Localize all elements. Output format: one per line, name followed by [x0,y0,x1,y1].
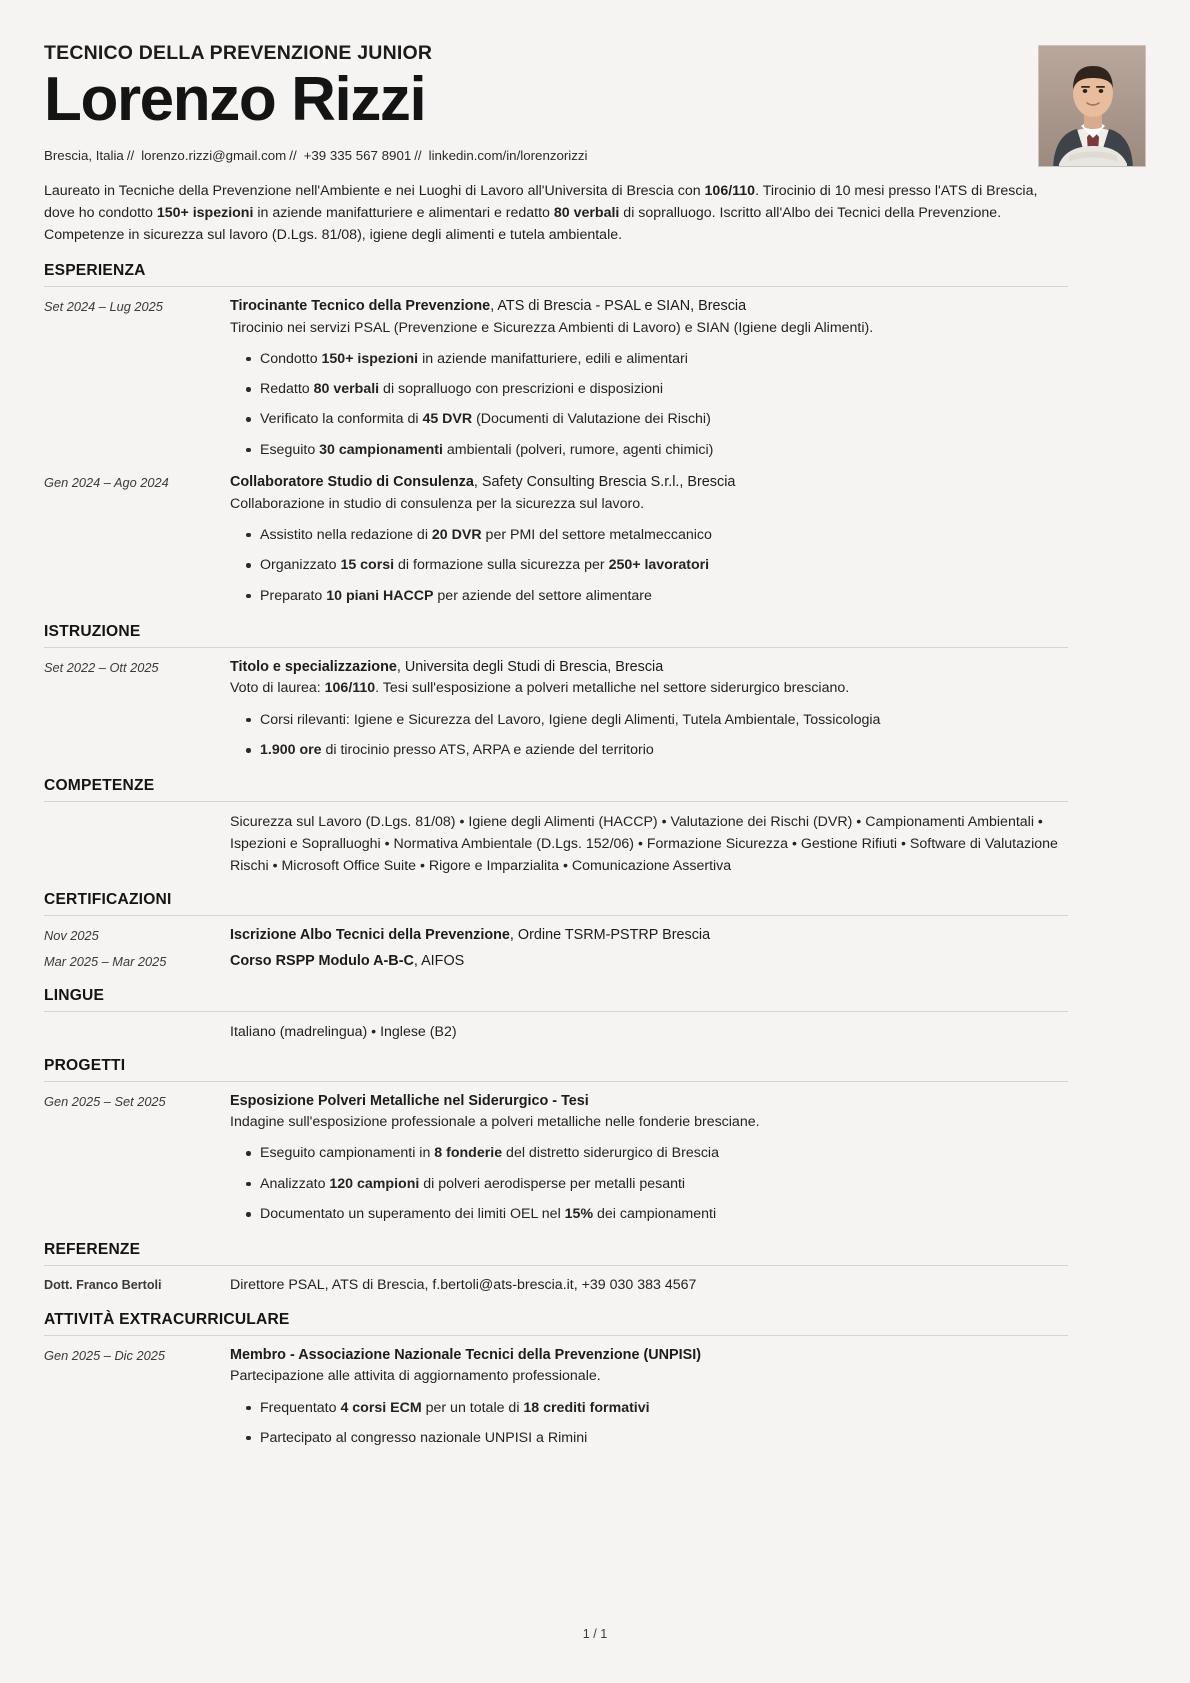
entry-heading [230,925,1068,947]
page-indicator: 1 / 1 [582,1627,608,1641]
section-lingue [44,987,1068,1043]
list-item [260,740,1068,761]
bullet-text-c: per aziende del settore alimentare [433,587,652,604]
entry-heading [230,657,1068,679]
list-item [260,710,1068,731]
bullet-highlight: 4 corsi ECM [340,1399,422,1416]
contact-line [44,148,1068,163]
entry-date: Gen 2025 – Set 2025 [44,1093,166,1109]
entry-heading [230,296,1068,318]
bullet-text-a: Documentato un superamento dei limiti OEL nel [260,1206,565,1223]
bullet-text-a: Redatto [260,381,314,398]
section-divider [44,915,1068,916]
summary-text-2: . Tirocinio di 10 mesi presso l'ATS di Brescia, dove ho condotto [44,182,1038,221]
summary-text-3: in aziende manifatturiere e alimentari e redatto [253,204,554,221]
section-title-progetti: PROGETTI [44,1056,126,1074]
page-footer [0,1627,1190,1641]
list-item [260,349,1068,370]
entry-bullet-list [230,710,1068,762]
languages-block [44,1021,1068,1043]
bullet-text-a: Assistito nella redazione di [260,526,432,543]
bullet-text-a: Analizzato [260,1175,330,1192]
list-item [260,1174,1068,1195]
entry-org: , Safety Consulting Brescia S.r.l., Brescia [473,474,736,491]
entry-date: Set 2022 – Ott 2025 [44,659,159,675]
reference-detail: Direttore PSAL, ATS di Brescia, f.bertoli@ats-brescia.it, +39 030 383 4567 [230,1277,697,1294]
summary-text-1: Laureato in Tecniche della Prevenzione nell'Ambiente e nei Luoghi di Lavoro all'Universita di Brescia con [44,182,705,199]
section-title-referenze: REFERENZE [44,1241,141,1259]
entry-bullet-list [230,349,1068,461]
entry-title: Esposizione Polveri Metalliche nel Siderurgico - Tesi [230,1092,589,1109]
profile-photo [1038,45,1146,167]
bullet-highlight: 120 campioni [329,1175,420,1192]
bullet-text-c: del distretto siderurgico di Brescia [502,1145,719,1162]
bullet-highlight: 8 fonderie [434,1145,503,1162]
skills-text: Sicurezza sul Lavoro (D.Lgs. 81/08) • Igiene degli Alimenti (HACCP) • Valutazione dei Rischi (DVR) • Campionamenti Ambientali • Ispezioni e Sopralluoghi • Normativa Ambientale (D.Lgs. 152/06) • Formazione Sicurezza • Gestione Rifiuti • Software di Valutazione Rischi • Microsoft Office Suite • Rigore e Imparzialita • Comunicazione Assertiva [230,814,1058,875]
summary-highlight-3: 80 verbali [553,204,620,221]
entry-title: Titolo e specializzazione [230,658,397,675]
entry-body [230,1091,1068,1228]
entry-heading [230,1345,1068,1367]
entry-date: Nov 2025 [44,928,99,944]
bullet-highlight: 150+ ispezioni [321,350,419,367]
contact-email[interactable]: lorenzo.rizzi@gmail.com [141,147,287,163]
bullet-text-a: Frequentato [260,1399,341,1416]
bullet-highlight: 10 piani HACCP [326,587,434,604]
section-divider [44,1265,1068,1266]
skills-block [44,811,1068,877]
section-title-esperienza: ESPERIENZA [44,261,146,279]
section-divider [44,801,1068,802]
section-title-extracurriculare: ATTIVITÀ EXTRACURRICULARE [44,1310,290,1328]
bullet-highlight: 45 DVR [422,411,473,428]
summary-highlight-1: 106/110 [704,182,756,199]
contact-separator-3: // [414,147,422,163]
bullet-highlight: 1.900 ore [260,742,322,759]
grade-value: 106/110 [324,680,376,697]
candidate-name: Lorenzo Rizzi [44,65,426,134]
entry-body [230,296,1068,463]
entry-body [230,472,1068,609]
experience-entry [44,296,1068,463]
role-title: TECNICO DELLA PREVENZIONE JUNIOR [44,42,433,64]
entry-subtitle [230,678,1068,699]
extracurricular-entry [44,1345,1068,1452]
entry-bullet-list [230,525,1068,607]
certification-entry [44,925,1068,947]
bullet-highlight: 20 DVR [431,526,482,543]
bullet-highlight: 15 corsi [340,557,395,574]
reference-entry [44,1275,1068,1296]
reference-name: Dott. Franco Bertoli [44,1278,162,1293]
entry-body [230,1275,1068,1296]
bullet-text-c: ambientali (polveri, rumore, agenti chimici) [442,441,714,458]
entry-subtitle: Collaborazione in studio di consulenza per la sicurezza sul lavoro. [230,495,645,512]
list-item [260,1398,1068,1419]
bullet-text-c: per PMI del settore metalmeccanico [481,526,712,543]
section-competenze [44,777,1068,877]
entry-bullet-list [230,1143,1068,1225]
section-divider [44,647,1068,648]
entry-date: Set 2024 – Lug 2025 [44,298,163,314]
bullet-highlight: 15% [564,1206,594,1223]
entry-title: Collaboratore Studio di Consulenza [230,474,474,491]
section-divider [44,286,1068,287]
bullet-text-c: di sopralluogo con prescrizioni e disposizioni [379,381,664,398]
resume-header [44,42,1068,163]
section-certificazioni [44,891,1068,972]
thesis-text: . Tesi sull'esposizione a polveri metalliche nel settore siderurgico bresciano. [375,680,850,697]
professional-summary [44,180,1068,246]
entry-date: Gen 2024 – Ago 2024 [44,475,169,491]
grade-label: Voto di laurea: [230,680,325,697]
experience-entry [44,472,1068,609]
entry-title: Iscrizione Albo Tecnici della Prevenzione [230,927,510,944]
contact-separator-1: // [126,147,135,163]
project-entry [44,1091,1068,1228]
entry-body [230,1345,1068,1452]
entry-bullet-list [230,1398,1068,1450]
entry-subtitle: Partecipazione alle attivita di aggiornamento professionale. [230,1368,601,1385]
section-divider [44,1335,1068,1336]
entry-title: Corso RSPP Modulo A-B-C [230,952,414,969]
bullet-text-c: dei campionamenti [593,1206,717,1223]
entry-org: , Ordine TSRM-PSTRP Brescia [509,927,711,944]
section-esperienza [44,262,1068,609]
entry-body [230,951,1068,973]
bullet-text-c: di tirocinio presso ATS, ARPA e aziende del territorio [321,742,654,759]
entry-heading [230,951,1068,973]
bullet-highlight-2: 250+ lavoratori [608,557,710,574]
summary-text-4: di sopralluogo. Iscritto all'Albo dei Tecnici della Prevenzione. Competenze in sicurezza sul lavoro (D.Lgs. 81/08), igiene degli alimenti e tutela ambientale. [44,204,1002,243]
entry-body [230,657,1068,764]
section-divider [44,1011,1068,1012]
section-divider [44,1081,1068,1082]
entry-heading [230,1091,1068,1113]
contact-location: Brescia, Italia [44,147,124,163]
entry-title: Membro - Associazione Nazionale Tecnici della Prevenzione (UNPISI) [230,1346,702,1363]
section-title-certificazioni: CERTIFICAZIONI [44,891,172,909]
entry-subtitle: Tirocinio nei servizi PSAL (Prevenzione e Sicurezza Ambienti di Lavoro) e SIAN (Igiene degli Alimenti). [230,319,874,336]
section-progetti [44,1057,1068,1228]
list-item [260,586,1068,607]
bullet-highlight: 30 campionamenti [319,441,443,458]
contact-phone[interactable]: +39 335 567 8901 [303,147,412,163]
list-item [260,1204,1068,1225]
bullet-text-a: Organizzato [260,557,341,574]
bullet-text-c: di polveri aerodisperse per metalli pesanti [419,1175,686,1192]
portrait-illustration [1039,46,1146,167]
bullet-text-a: Condotto [260,350,322,367]
bullet-text-a: Partecipato al congresso nazionale UNPISI a Rimini [260,1429,588,1446]
bullet-text-c: per un totale di [421,1399,524,1416]
bullet-text-c: (Documenti di Valutazione dei Rischi) [472,411,711,428]
contact-separator-2: // [289,147,297,163]
bullet-text-a: Corsi rilevanti: Igiene e Sicurezza del Lavoro, Igiene degli Alimenti, Tutela Ambientale, Tossicologia [260,711,881,728]
section-title-lingue: LINGUE [44,986,105,1004]
education-entry [44,657,1068,764]
bullet-text-a: Eseguito [260,441,320,458]
section-title-istruzione: ISTRUZIONE [44,622,141,640]
list-item [260,555,1068,576]
section-istruzione [44,623,1068,764]
bullet-text-a: Eseguito campionamenti in [260,1145,435,1162]
section-title-competenze: COMPETENZE [44,777,155,795]
entry-subtitle: Indagine sull'esposizione professionale a polveri metalliche nelle fonderie bresciane. [230,1114,760,1131]
section-referenze [44,1241,1068,1296]
entry-org: , Universita degli Studi di Brescia, Brescia [396,658,664,675]
bullet-text-a: Preparato [260,587,327,604]
bullet-text-a: Verificato la conformita di [260,411,423,428]
entry-title: Tirocinante Tecnico della Prevenzione [230,297,491,314]
entry-date: Gen 2025 – Dic 2025 [44,1347,165,1363]
entry-heading [230,472,1068,494]
entry-body [230,925,1068,947]
languages-text: Italiano (madrelingua) • Inglese (B2) [230,1023,457,1040]
entry-org: , AIFOS [413,952,465,969]
list-item [260,1143,1068,1164]
list-item [260,1428,1068,1449]
entry-org: , ATS di Brescia - PSAL e SIAN, Brescia [490,297,747,314]
list-item [260,525,1068,546]
list-item [260,379,1068,400]
bullet-highlight-2: 18 crediti formativi [523,1399,650,1416]
list-item [260,409,1068,430]
certification-entry [44,951,1068,973]
bullet-text-c: di formazione sulla sicurezza per [394,557,609,574]
summary-highlight-2: 150+ ispezioni [156,204,254,221]
contact-linkedin[interactable]: linkedin.com/in/lorenzorizzi [428,147,588,163]
bullet-text-c: in aziende manifatturiere, edili e alimentari [418,350,688,367]
list-item [260,440,1068,461]
section-extracurriculare [44,1311,1068,1452]
bullet-highlight: 80 verbali [313,381,380,398]
entry-date: Mar 2025 – Mar 2025 [44,953,167,969]
